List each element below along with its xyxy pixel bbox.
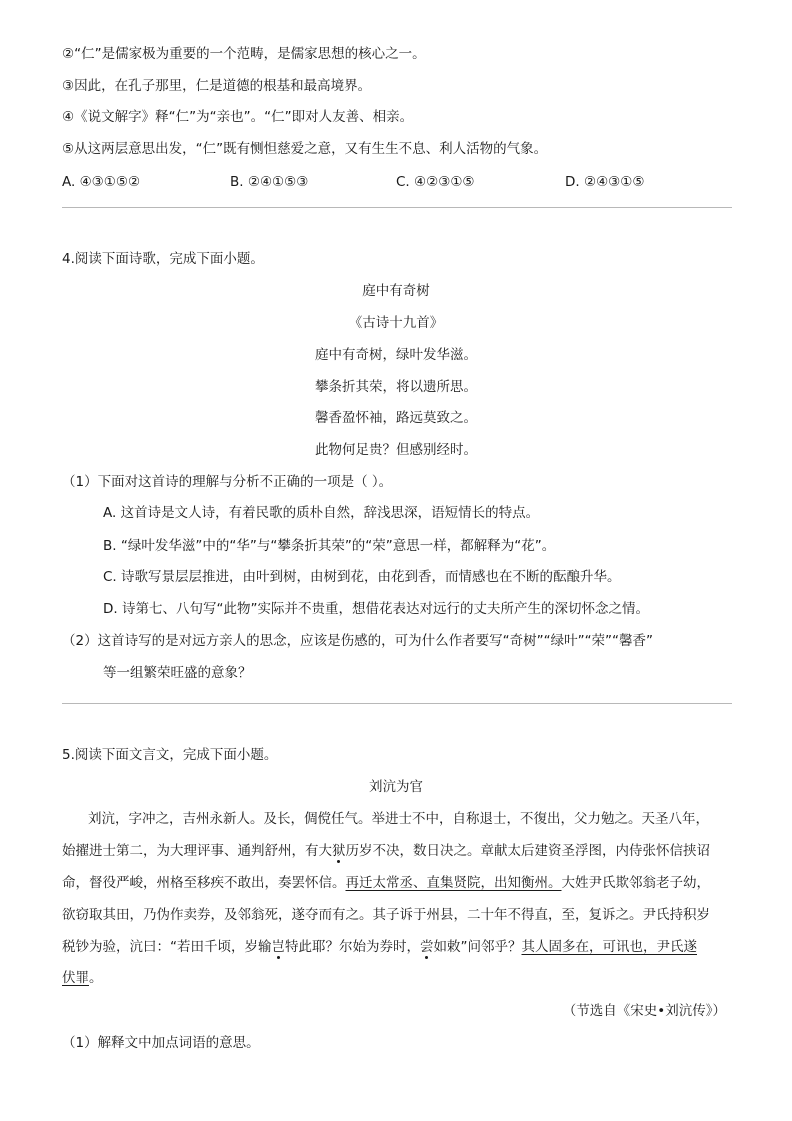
poem-title: 庭中有奇树 bbox=[362, 283, 430, 299]
poem-line-1: 庭中有奇树，绿叶发华滋。 bbox=[315, 347, 477, 363]
section-divider bbox=[62, 703, 732, 704]
passage-text: 历岁不决，数日决之。章献太后建资圣浮图，内侍张怀信挟诏 bbox=[345, 843, 710, 859]
section-divider bbox=[62, 207, 732, 208]
passage-text: 始擢进士第二，为大理评事、通判舒州，有大 bbox=[62, 843, 332, 859]
passage-text: 特此耶？尔始为券时， bbox=[285, 939, 420, 955]
underlined-sentence: 再迁太常丞、直集贤院，出知衡州。 bbox=[345, 875, 562, 891]
passage-line-2 bbox=[62, 841, 710, 861]
passage-title: 刘沆为官 bbox=[369, 779, 423, 795]
poem-line-2: 攀条折其荣，将以遗所思。 bbox=[315, 379, 477, 395]
q5-intro: 5.阅读下面文言文，完成下面小题。 bbox=[62, 747, 278, 763]
q3-item-2: ②“仁”是儒家极为重要的一个范畴，是儒家思想的核心之一。 bbox=[62, 46, 426, 62]
passage-text: 大姓尹氏欺邻翁老子幼， bbox=[561, 875, 710, 891]
q4-sub2-question-line2: 等一组繁荣旺盛的意象？ bbox=[103, 665, 252, 681]
passage-text: 税钞为验，沆曰：“若田千顷，岁输 bbox=[62, 939, 272, 955]
q3-option-c[interactable]: C. ④②③①⑤ bbox=[396, 174, 475, 190]
q3-item-4: ④《说文解字》释“仁”为“亲也”。“仁”即对人友善、相亲。 bbox=[62, 109, 414, 125]
dotted-word: 尝 bbox=[420, 939, 434, 955]
q3-option-b[interactable]: B. ②④①⑤③ bbox=[230, 174, 309, 190]
passage-text: 。 bbox=[89, 970, 103, 986]
q4-intro: 4.阅读下面诗歌，完成下面小题。 bbox=[62, 251, 264, 267]
passage-line-1: 刘沆，字冲之，吉州永新人。及长，倜傥任气。举进士不中，自称退士，不復出，父力勉之。天圣八年， bbox=[88, 811, 709, 827]
q4-sub2-question-line1: （2）这首诗写的是对远方亲人的思念，应该是伤感的，可为什么作者要写“奇树”“绿叶”“荣”“馨香” bbox=[62, 633, 654, 649]
q3-item-3: ③因此，在孔子那里，仁是道德的根基和最高境界。 bbox=[62, 78, 372, 94]
q4-sub1-option-c[interactable]: C. 诗歌写景层层推进，由叶到树，由树到花，由花到香，而情感也在不断的酝酿升华。 bbox=[103, 569, 621, 585]
q3-option-a[interactable]: A. ④③①⑤② bbox=[62, 174, 141, 190]
passage-line-4: 欲窃取其田，乃伪作卖券，及邻翁死，遂夺而有之。其子诉于州县，二十年不得直，至，复诉之。尹氏持积岁 bbox=[62, 907, 710, 923]
dotted-word: 岂 bbox=[271, 939, 285, 955]
q4-sub1-option-a[interactable]: A. 这首诗是文人诗，有着民歌的质朴自然，辞浅思深，语短情长的特点。 bbox=[103, 505, 540, 521]
q5-sub1-question: （1）解释文中加点词语的意思。 bbox=[62, 1035, 260, 1051]
passage-text: 如敕”问邻乎？ bbox=[433, 939, 522, 955]
poem-line-3: 馨香盈怀袖，路远莫致之。 bbox=[315, 410, 477, 426]
dotted-word: 狱 bbox=[332, 843, 346, 859]
passage-text: 命，督役严峻，州格至移疾不敢出，奏罢怀信。 bbox=[62, 875, 346, 891]
q4-sub1-question: （1）下面对这首诗的理解与分析不正确的一项是（ ）。 bbox=[62, 474, 393, 490]
passage-source: （节选自《宋史•刘沆传》） bbox=[562, 1003, 726, 1019]
q3-option-d[interactable]: D. ②④③①⑤ bbox=[565, 174, 645, 190]
underlined-sentence: 其人固多在，可讯也，尹氏遂 bbox=[521, 939, 697, 955]
poem-source: 《古诗十九首》 bbox=[348, 315, 444, 331]
q4-sub1-option-d[interactable]: D. 诗第七、八句写“此物”实际并不贵重，想借花表达对远行的丈夫所产生的深切怀念之情。 bbox=[103, 601, 649, 617]
q4-sub1-option-b[interactable]: B. “绿叶发华滋”中的“华”与“攀条折其荣”的“荣”意思一样，都解释为“花”。 bbox=[103, 538, 556, 554]
passage-line-5 bbox=[62, 937, 697, 957]
passage-line-6 bbox=[62, 968, 103, 988]
passage-line-3 bbox=[62, 873, 710, 893]
q3-item-5: ⑤从这两层意思出发，“仁”既有恻怛慈爱之意，又有生生不息、利人活物的气象。 bbox=[62, 141, 548, 157]
poem-line-4: 此物何足贵？但感别经时。 bbox=[315, 442, 477, 458]
underlined-sentence: 伏罪 bbox=[62, 970, 89, 986]
